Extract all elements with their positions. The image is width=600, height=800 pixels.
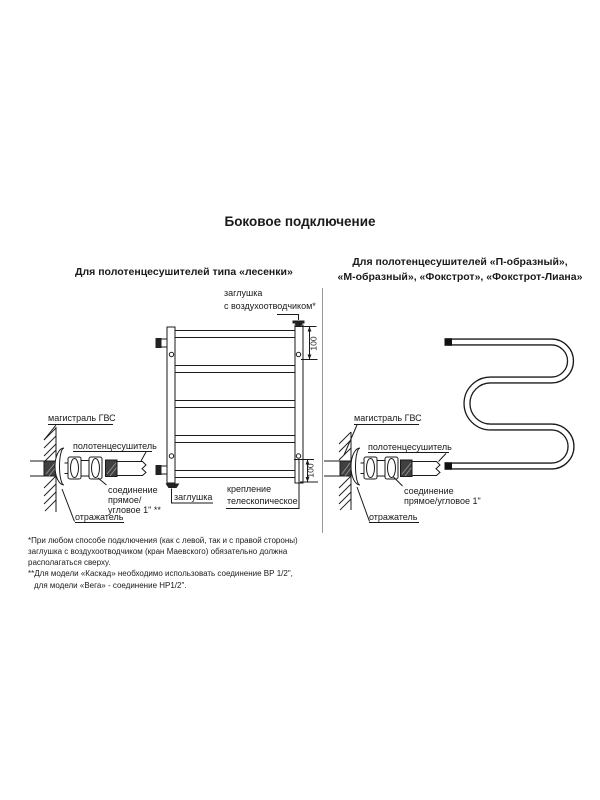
label-fitting-left-line3: угловое 1" ** — [108, 504, 161, 515]
footnote-line-5: для модели «Вега» - соединение НР1/2". — [34, 580, 187, 590]
label-hot-water-main-right: магистраль ГВС — [354, 413, 422, 423]
pipe-coupling — [401, 460, 413, 477]
pipe-coupling — [106, 460, 118, 477]
union-fitting — [68, 457, 102, 479]
supply-pipe-in-wall — [44, 461, 56, 476]
dimension-label-bottom: 100 — [305, 463, 316, 478]
supply-pipe-in-wall — [340, 461, 351, 476]
label-towel-rail-right: полотенцесушитель — [368, 442, 452, 452]
label-fitting-left-line2: прямое/ — [108, 494, 142, 505]
coil-drawing — [445, 338, 572, 470]
label-fitting-right-line2: прямое/угловое 1" — [404, 495, 481, 506]
reflector-dome — [351, 448, 360, 485]
label-telescopic-mount-line2: телескопическое — [227, 496, 298, 506]
footnote-line-4: **Для модели «Каскад» необходимо использовать соединение ВР 1/2", — [28, 569, 293, 579]
page-title: Боковое подключение — [224, 214, 376, 229]
label-fitting-left-line1: соединение — [108, 485, 158, 495]
coil-end-cap-top — [445, 338, 453, 346]
union-fitting — [364, 457, 398, 479]
label-reflector-left: отражатель — [75, 512, 124, 522]
footnote-line-1: *При любом способе подключения (как с левой, так и с правой стороны) — [28, 535, 298, 545]
plug-cap — [166, 484, 180, 489]
coil-end-cap-bottom — [445, 462, 453, 470]
footnote-line-3: располагаться сверху. — [28, 558, 111, 568]
label-reflector-right: отражатель — [369, 512, 418, 522]
wall-connection-detail-right — [324, 425, 449, 523]
section-heading-coil-line2: «М-образный», «Фокстрот», «Фокстрот-Лиана» — [337, 271, 583, 283]
label-air-vent-plug-line2: с воздухоотводчиком* — [224, 301, 316, 311]
footnote-line-2: заглушка с воздухоотводчиком (кран Маевского) обязательно должна — [28, 547, 288, 556]
label-towel-rail-left: полотенцесушитель — [73, 441, 157, 451]
label-hot-water-main-left: магистраль ГВС — [48, 413, 116, 423]
label-telescopic-mount-line1: крепление — [227, 484, 272, 494]
section-heading-coil-line1: Для полотенцесушителей «П-образный», — [352, 256, 568, 268]
ladder-drawing — [156, 315, 319, 509]
dimension-label-top: 100 — [308, 336, 318, 351]
label-plug: заглушка — [174, 492, 213, 502]
section-heading-ladder: Для полотенцесушителей типа «лесенки» — [75, 266, 293, 278]
towel-rail-pipe — [117, 462, 146, 476]
label-air-vent-plug-line1: заглушка — [224, 288, 263, 298]
label-fitting-right-line1: соединение — [404, 486, 454, 496]
towel-rail-pipe — [412, 462, 440, 476]
